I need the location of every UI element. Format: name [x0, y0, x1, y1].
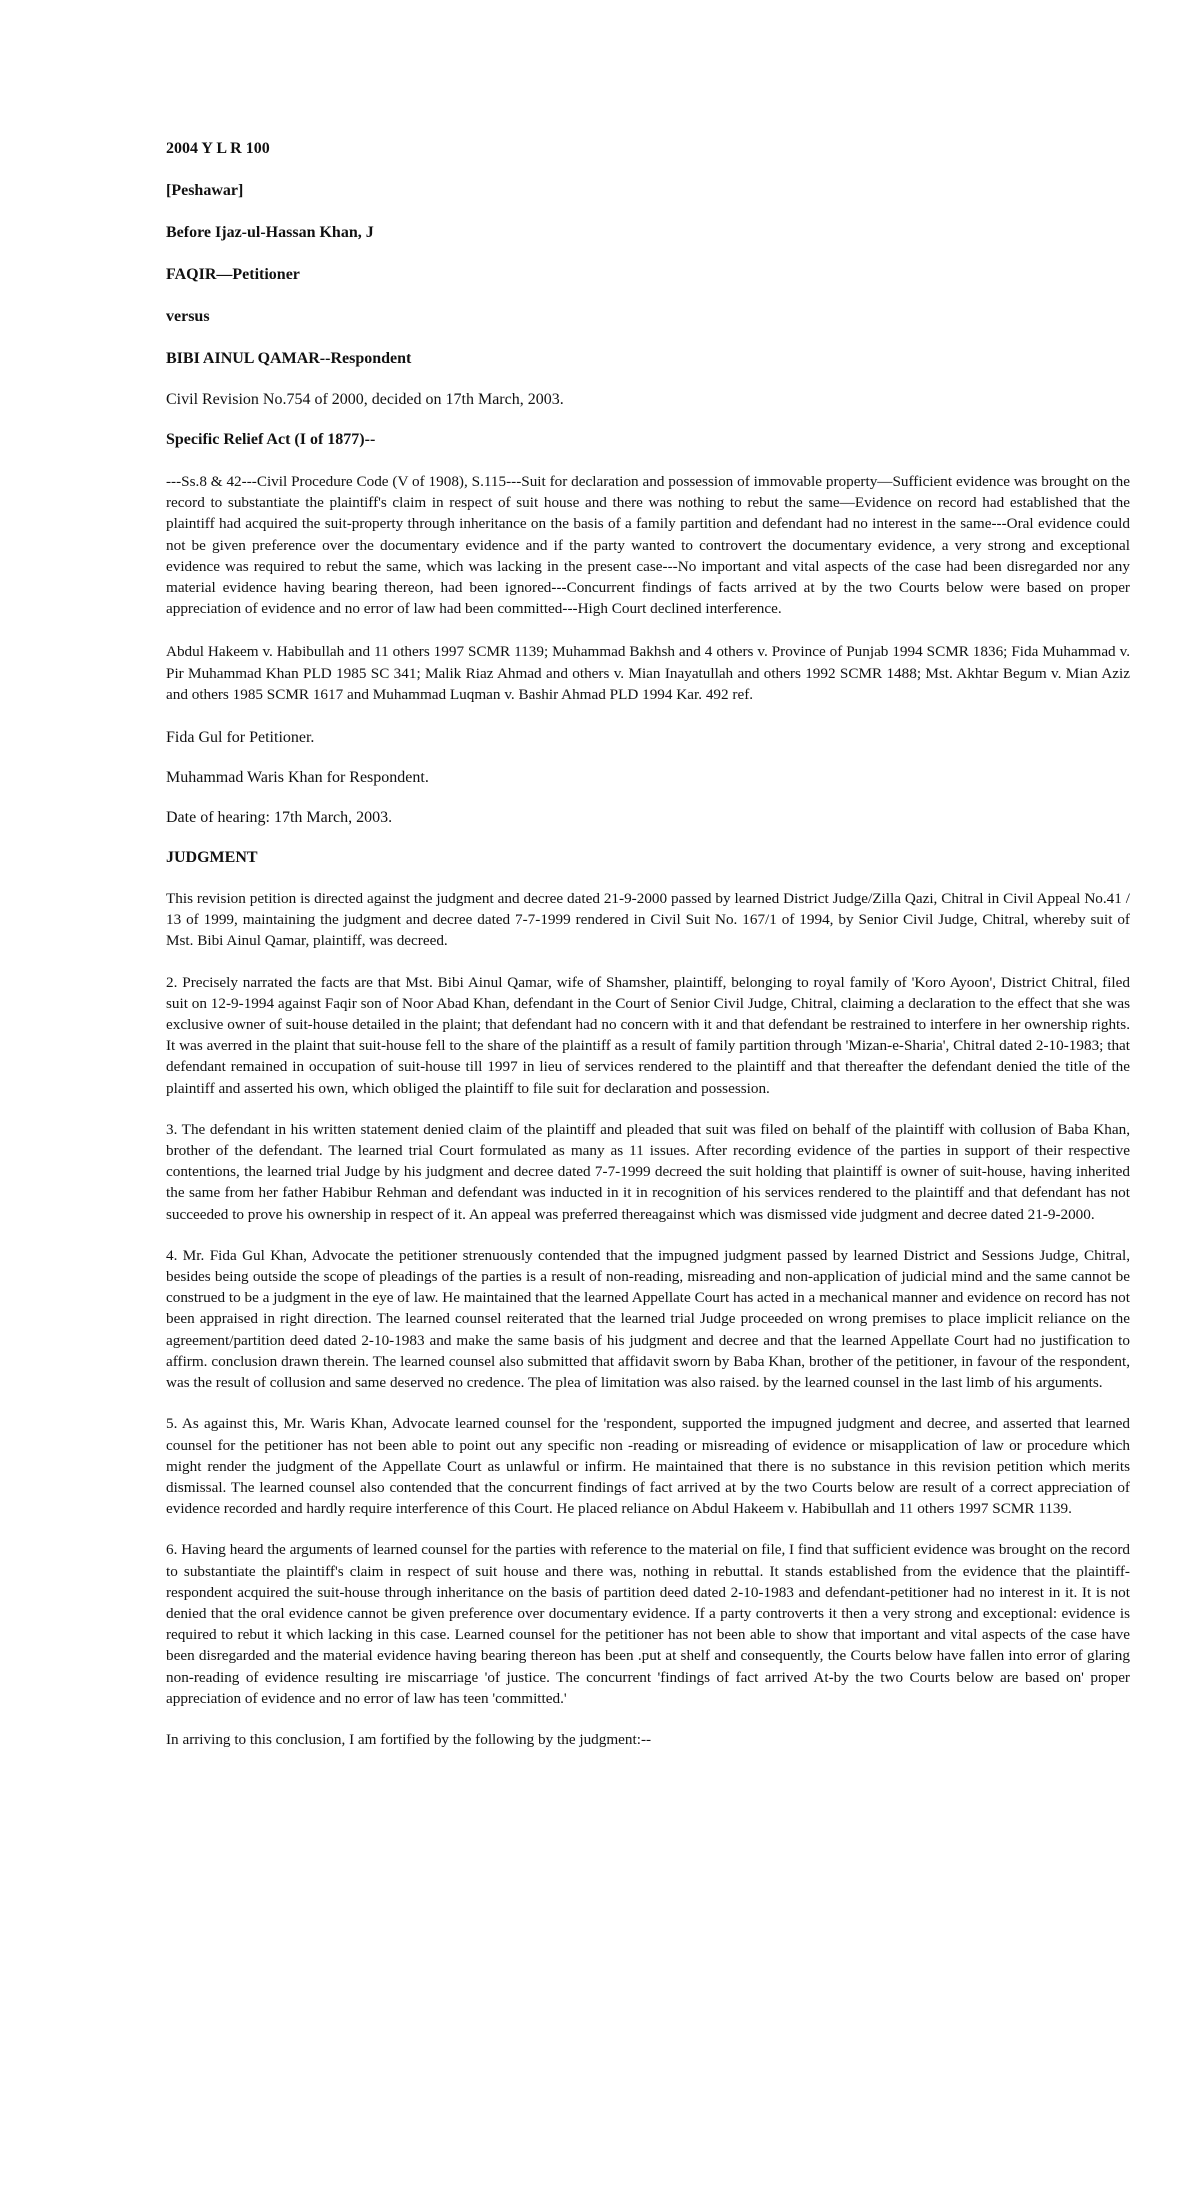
hearing-date: Date of hearing: 17th March, 2003.	[166, 809, 393, 827]
bench: Before Ijaz-ul-Hassan Khan, J	[166, 224, 374, 241]
case-info: Civil Revision No.754 of 2000, decided on 17th March, 2003.	[166, 391, 564, 408]
counsel-petitioner: Fida Gul for Petitioner.	[166, 729, 315, 747]
counsel-respondent: Muhammad Waris Khan for Respondent.	[166, 769, 429, 787]
judgment-document	[166, 138, 1130, 1770]
headnote: ---Ss.8 & 42---Civil Procedure Code (V of 1908), S.115---Suit for declaration and possession of immovable property—Sufficient evidence was brought on the record to substantiate the plaintiff's claim in respect of suit house and there was nothing to rebut the same—Evidence on record had established that the plaintiff had acquired the suit-property through inheritance on the basis of a family partition and defendant had no interest in the same---Oral evidence could not be given preference over the documentary evidence and if the party wanted to controvert the documentary evidence, a very strong and exceptional evidence was required to rebut the same, which was lacking in the present case---No important and vital aspects of the case had been disregarded nor any material evidence having bearing thereon, had been ignored---Concurrent findings of facts arrived at by the two Courts below were based on proper appreciation of evidence and no error of law had been committed---High Court declined interference.	[166, 473, 1130, 618]
judgment-paragraph: 3. The defendant in his written statement denied claim of the plaintiff and pleaded that suit was filed on behalf of the plaintiff with collusion of Baba Khan, brother of the defendant. The learned trial Court formulated as many as 11 issues. After recording evidence of the parties in support of their respective contentions, the learned trial Judge by his judgment and decree dated 7-7-1999 decreed the suit holding that plaintiff is owner of suit-house, having inherited the same from her father Habibur Rehman and defendant was inducted in it in recognition of his services rendered to the plaintiff and that defendant has not succeeded to prove his ownership in respect of it. An appeal was preferred thereagainst which was dismissed vide judgment and decree dated 21-9-2000.	[166, 1120, 1130, 1223]
petitioner-line: FAQIR—Petitioner	[166, 266, 300, 283]
judgment-paragraph: 6. Having heard the arguments of learned counsel for the parties with reference to the material on file, I find that sufficient evidence was brought on the record to substantiate the plaintiff's claim in respect of suit house and there was, nothing in rebuttal. It stands established from the evidence that the plaintiff- respondent acquired the suit-house through inheritance on the basis of partition deed dated 2-10-1983 and defendant-petitioner had no interest in it. It is not denied that the oral evidence cannot be given preference over documentary evidence. If a party controverts it then a very strong and exceptional: evidence is required to rebut it which lacking in this case. Learned counsel for the petitioner has not been able to show that important and vital aspects of the case have been disregarded and the material evidence having bearing thereon has been .put at shelf and consequently, the Courts below have fallen into error of glaring non-reading of evidence resulting ire miscarriage 'of justice. The concurrent 'findings of fact arrived At-by the two Courts below are based on' proper appreciation of evidence and no error of law has teen 'committed.'	[166, 1541, 1130, 1707]
respondent-line: BIBI AINUL QAMAR--Respondent	[166, 350, 412, 367]
judgment-paragraph: 4. Mr. Fida Gul Khan, Advocate the petitioner strenuously contended that the impugned judgment passed by learned District and Sessions Judge, Chitral, besides being outside the scope of pleadings of the parties is a result of non-reading, misreading and non-application of judicial mind and the same cannot be construed to be a judgment in the eye of law. He maintained that the learned Appellate Court has acted in a mechanical manner and evidence on record has not been appraised in right direction. The learned counsel reiterated that the learned trial Judge proceeded on wrong premises to place implicit reliance on the agreement/partition deed dated 2-10-1983 and make the same basis of his judgment and decree and that the learned Appellate Court had no justification to affirm. conclusion drawn therein. The learned counsel also submitted that affidavit sworn by Baba Khan, brother of the petitioner, in favour of the respondent, was the result of collusion and same deserved no credence. The plea of limitation was also raised. by the learned counsel in the last limb of his arguments.	[166, 1246, 1130, 1392]
citation: 2004 Y L R 100	[166, 140, 270, 157]
judgment-paragraph: 2. Precisely narrated the facts are that Mst. Bibi Ainul Qamar, wife of Shamsher, plaintiff, belonging to royal family of 'Koro Ayoon', District Chitral, filed suit on 12-9-1994 against Faqir son of Noor Abad Khan, defendant in the Court of Senior Civil Judge, Chitral, claiming a declaration to the effect that she was exclusive owner of suit-house detailed in the plaint; that defendant had no concern with it and that defendant be restrained to interfere in her ownership rights. It was averred in the plaint that suit-house fell to the share of the plaintiff as a result of family partition through 'Mizan-e-Sharia', Chitral dated 2-10-1983; that defendant remained in occupation of suit-house till 1997 in lieu of services rendered to the plaintiff and that thereafter the defendant denied the title of the plaintiff and asserted his own, which obliged the plaintiff to file suit for declaration and possession.	[166, 973, 1130, 1097]
judgment-heading: JUDGMENT	[166, 849, 258, 867]
cases-cited: Abdul Hakeem v. Habibullah and 11 others 1997 SCMR 1139; Muhammad Bakhsh and 4 others v. Province of Punjab 1994 SCMR 1836; Fida Muhammad v. Pir Muhammad Khan PLD 1985 SC 341; Malik Riaz Ahmad and others v. Mian Inayatullah and others 1992 SCMR 1488; Mst. Akhtar Begum v. Mian Aziz and others 1985 SCMR 1617 and Muhammad Luqman v. Bashir Ahmad PLD 1994 Kar. 492 ref.	[166, 643, 1130, 703]
judgment-paragraph: This revision petition is directed against the judgment and decree dated 21-9-2000 passed by learned District Judge/Zilla Qazi, Chitral in Civil Appeal No.41 / 13 of 1999, maintaining the judgment and decree dated 7-7-1999 rendered in Civil Suit No. 167/1 of 1994, by Senior Civil Judge, Chitral, whereby suit of Mst. Bibi Ainul Qamar, plaintiff, was decreed.	[166, 890, 1130, 950]
versus-line: versus	[166, 308, 210, 325]
judgment-paragraph: 5. As against this, Mr. Waris Khan, Advocate learned counsel for the 'respondent, supported the impugned judgment and decree, and asserted that learned counsel for the petitioner has not been able to point out any specific non -reading or misreading of evidence or misapplication of law or procedure which might render the judgment of the Appellate Court as unlawful or infirm. He maintained that there is no substance in this revision petition which merits dismissal. The learned counsel also contended that the concurrent findings of fact arrived at by the two Courts below are result of a correct appreciation of evidence recorded and hardly require interference of this Court. He placed reliance on Abdul Hakeem v. Habibullah and 11 others 1997 SCMR 1139.	[166, 1415, 1130, 1518]
judgment-paragraph: In arriving to this conclusion, I am fortified by the following by the judgment:--	[166, 1730, 652, 1748]
court-name: [Peshawar]	[166, 182, 244, 199]
statute-heading: Specific Relief Act (I of 1877)--	[166, 431, 376, 448]
